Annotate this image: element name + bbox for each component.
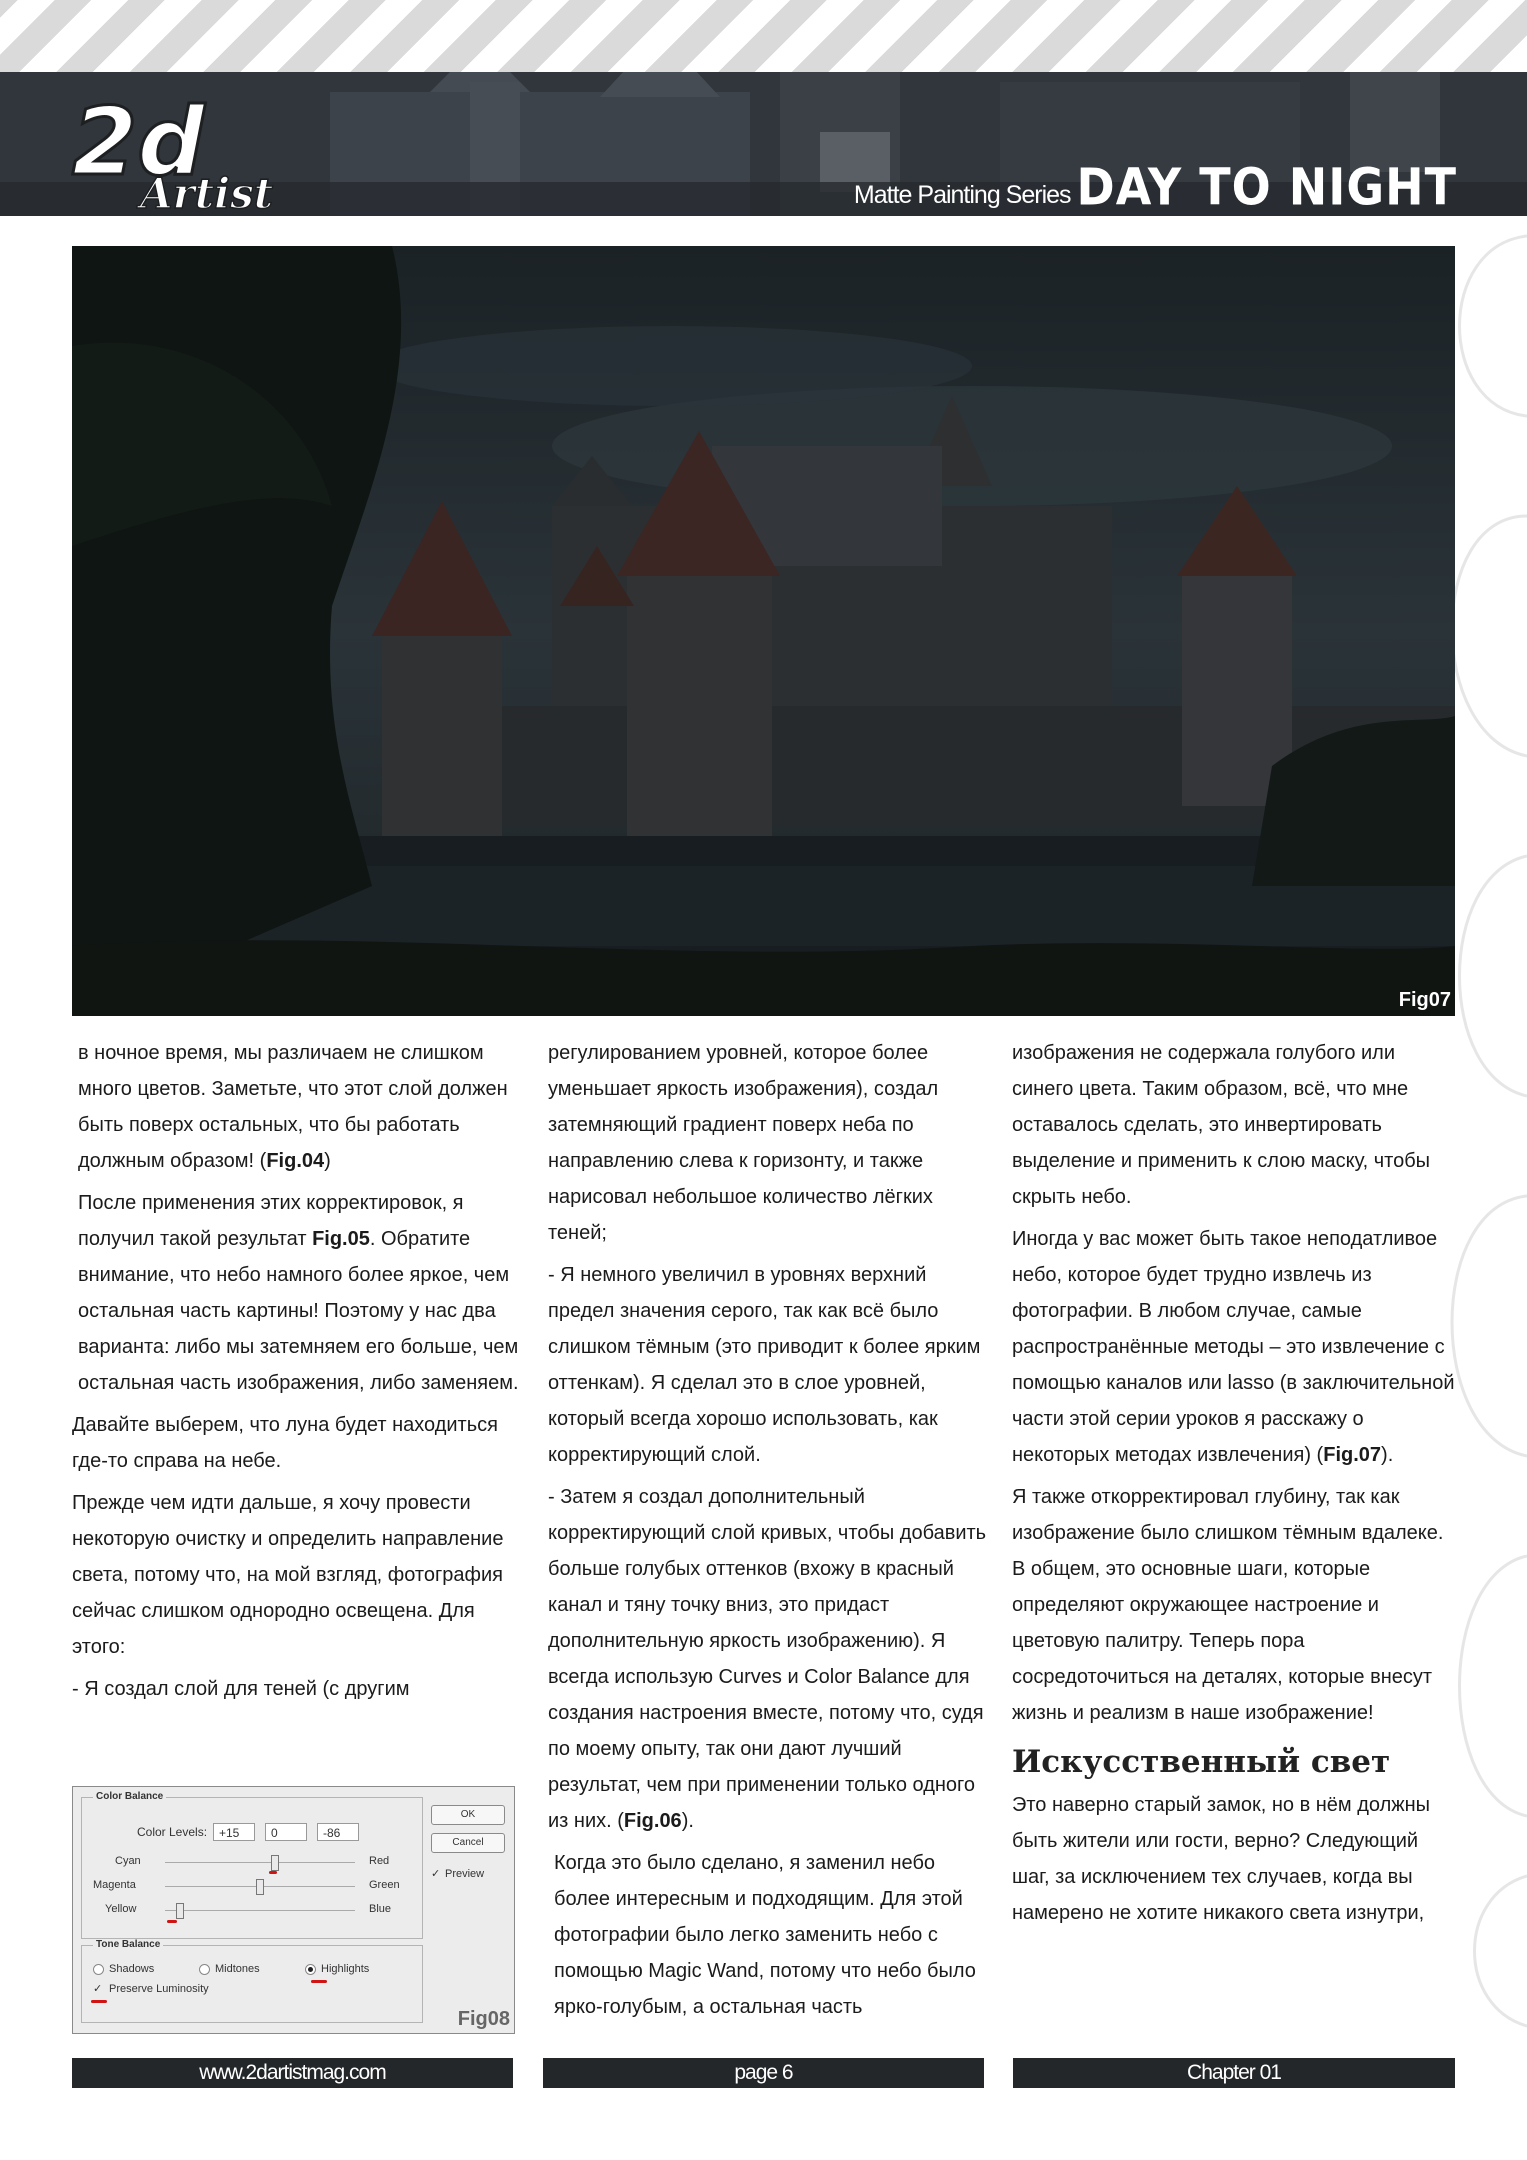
paragraph (72, 1035, 522, 1179)
text-column-1 (72, 1035, 522, 1713)
paragraph: - Я создал слой для теней (с другим (72, 1678, 410, 1700)
level-magenta-green-input[interactable]: 0 (265, 1823, 307, 1841)
figure-reference: Fig.07 (1323, 1444, 1382, 1466)
paragraph (1012, 1221, 1460, 1473)
level-cyan-red-input[interactable]: +15 (213, 1823, 255, 1841)
series-title (853, 157, 1457, 216)
footer-chapter: Chapter 01 (1013, 2058, 1455, 2088)
castle-night-illustration (72, 246, 1455, 1016)
footer-website-link[interactable]: www.2dartistmag.com (72, 2058, 513, 2088)
highlights-label: Highlights (321, 1963, 370, 1975)
paragraph: Это наверно старый замок, но в нём должны быть жители или гости, верно? Следующий шаг, за исключением тех случаев, когда вы намерено не хотите никакого света изнутри, (1012, 1794, 1431, 1924)
preserve-label: Preserve Luminosity (109, 1983, 209, 1995)
annotation-underline (91, 2000, 107, 2003)
paragraph (548, 1479, 988, 1839)
paragraph (72, 1185, 522, 1401)
group-title: Color Balance (93, 1791, 166, 1802)
tone-group-title: Tone Balance (93, 1939, 163, 1950)
paragraph: Прежде чем идти дальше, я хочу провести некоторую очистку и определить направление света, потому что, на мой взгляд, фотография сейчас слишком однородно освещена. Для этого: (72, 1492, 504, 1658)
figure-label: Fig07 (1398, 989, 1451, 1011)
color-balance-dialog (72, 1786, 515, 2034)
text-column-3 (1012, 1035, 1460, 1937)
ok-button[interactable]: OK (431, 1805, 505, 1825)
series-label: Matte Painting Series (853, 181, 1071, 209)
cyan-red-slider[interactable] (271, 1855, 279, 1871)
green-label: Green (369, 1879, 400, 1891)
color-levels-label: Color Levels: (137, 1825, 208, 1839)
svg-text:Artist: Artist (140, 169, 274, 214)
section-heading: Искусственный свет (1012, 1744, 1391, 1780)
paragraph-text: Иногда у вас может быть такое неподатливое небо, которое будет трудно извлечь из фотографии. В любом случае, самые распространённые методы – это извлечение с помощью каналов или lasso (в заключительной части этой серии уроков я расскажу о некоторых методах извлечения) ( (1012, 1228, 1455, 1466)
blue-label: Blue (369, 1903, 392, 1915)
paragraph-text: в ночное время, мы различаем не слишком много цветов. Заметьте, что этот слой должен быть поверх остальных, что бы работать должным образом! ( (78, 1042, 508, 1172)
level-yellow-blue-input[interactable]: -86 (317, 1823, 359, 1841)
annotation-underline (311, 1980, 327, 1983)
paragraph-text: После применения этих корректировок, я получил такой результат (78, 1192, 464, 1250)
paragraph: Давайте выберем, что луна будет находиться где-то справа на небе. (72, 1414, 498, 1472)
series-name: DAY TO NIGHT (1076, 157, 1457, 216)
cancel-button[interactable]: Cancel (431, 1833, 505, 1853)
paragraph-text: ). (1381, 1444, 1394, 1466)
preserve-checkbox[interactable]: ✓ (93, 1983, 103, 1995)
midtones-label: Midtones (215, 1963, 260, 1975)
figure-reference: Fig.04 (266, 1150, 325, 1172)
page-header (0, 72, 1527, 216)
midtones-radio[interactable] (199, 1964, 210, 1975)
cyan-red-track (165, 1862, 355, 1863)
preview-checkbox[interactable]: ✓ (431, 1868, 441, 1880)
annotation-underline (269, 1871, 277, 1874)
paragraph: - Я немного увеличил в уровнях верхний предел значения серого, так как всё было слишком тёмным (это приводит к более ярким оттенкам). Я сделал это в слое уровней, который всегда хорошо использовать, как корректирующий слой. (548, 1264, 981, 1466)
2dartist-logo (70, 84, 290, 214)
color-balance-group (81, 1797, 423, 1939)
paragraph: изображения не содержала голубого или синего цвета. Таким образом, всё, что мне оставалось сделать, это инвертировать выделение и применить к слою маску, чтобы скрыть небо. (1012, 1042, 1431, 1208)
yellow-blue-slider[interactable] (176, 1903, 184, 1919)
red-label: Red (369, 1855, 390, 1867)
yellow-blue-track (165, 1910, 355, 1911)
figure-label: Fig08 (457, 2008, 510, 2030)
svg-text:2d: 2d (72, 88, 205, 197)
shadows-radio[interactable] (93, 1964, 104, 1975)
paragraph: Я также откорректировал глубину, так как изображение было слишком тёмным вдалеке. В общем, это основные шаги, которые определяют окружающее настроение и цветовую палитру. Теперь пора сосредоточиться на деталях, которые внесут жизнь и реализм в наше изображение! (1012, 1486, 1444, 1724)
night-castle-image (72, 246, 1455, 1016)
annotation-underline (167, 1920, 177, 1923)
paragraph-text: . Обратите внимание, что небо намного более яркое, чем остальная часть картины! Поэтому у нас два варианта: либо мы затемняем его больше, чем остальная часть изображения, либо заменяем. (78, 1228, 519, 1394)
paragraph: Когда это было сделано, я заменил небо более интересным и подходящим. Для этой фотографии было легко заменить небо с помощью Magic Wand, потому что небо было ярко-голубым, а остальная часть (554, 1852, 976, 2018)
paragraph: регулированием уровней, которое более уменьшает яркость изображения), создал затемняющий градиент поверх неба по направлению слева к горизонту, и также нарисовал небольшое количество лёгких теней; (548, 1042, 939, 1244)
figure-reference: Fig.06 (623, 1810, 682, 1832)
paragraph-text: ) (324, 1150, 331, 1172)
figure-reference: Fig.05 (312, 1228, 370, 1250)
footer-page-number: page 6 (543, 2058, 984, 2088)
paragraph-text: - Затем я создал дополнительный корректирующий слой кривых, чтобы добавить больше голубых оттенков (вхожу в красный канал и тяну точку вниз, это придаст дополнительную яркость изображению). Я всегда использую Curves и Color Balance для создания настроения вместе, потому что, судя по моему опыту, так они дают лучший результат, чем при применении только одного из них. ( (548, 1486, 987, 1832)
highlights-radio[interactable] (305, 1964, 316, 1975)
text-column-2 (548, 1035, 988, 2031)
shadows-label: Shadows (109, 1963, 155, 1975)
yellow-label: Yellow (105, 1903, 137, 1915)
top-stripe-band (0, 0, 1527, 72)
preview-label: Preview (445, 1868, 485, 1880)
cyan-label: Cyan (115, 1855, 141, 1867)
magenta-label: Magenta (93, 1879, 136, 1891)
magenta-green-slider[interactable] (256, 1879, 264, 1895)
paragraph-text: ). (681, 1810, 694, 1832)
